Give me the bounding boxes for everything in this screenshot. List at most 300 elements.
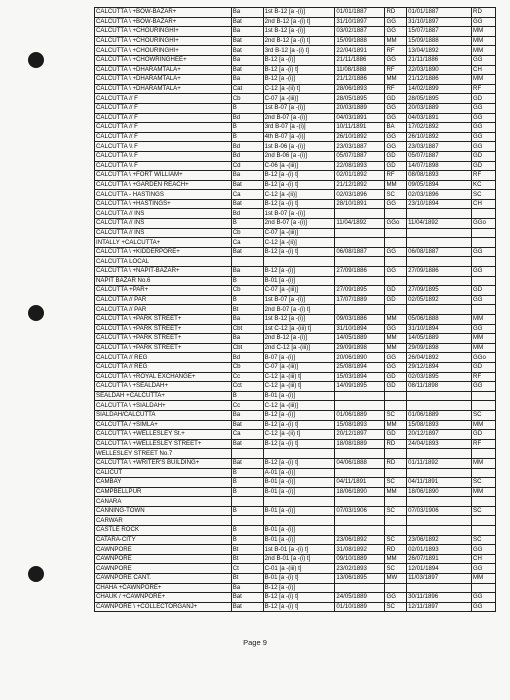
earliest-date-cell bbox=[335, 276, 385, 286]
type-cell: Bd bbox=[231, 113, 263, 123]
table-row bbox=[95, 113, 496, 123]
latest-date-cell: 27/09/1895 bbox=[407, 286, 472, 296]
latest-date-cell bbox=[407, 516, 472, 526]
earliest-source-cell bbox=[385, 209, 407, 219]
latest-source-cell bbox=[472, 257, 496, 267]
earliest-source-cell: MM bbox=[385, 343, 407, 353]
earliest-source-cell: RD bbox=[385, 545, 407, 555]
type-cell: Ct bbox=[231, 564, 263, 574]
earliest-source-cell: MM bbox=[385, 315, 407, 325]
latest-date-cell: 02/01/1893 bbox=[407, 545, 472, 555]
cancel-type-cell: C-07 [a -(iii)] bbox=[263, 228, 335, 238]
earliest-date-cell: 06/08/1887 bbox=[335, 247, 385, 257]
type-cell: Cc bbox=[231, 372, 263, 382]
latest-source-cell: GD bbox=[472, 151, 496, 161]
earliest-source-cell: SC bbox=[385, 564, 407, 574]
earliest-date-cell: 04/11/1891 bbox=[335, 478, 385, 488]
table-row bbox=[95, 151, 496, 161]
earliest-source-cell: RF bbox=[385, 46, 407, 56]
type-cell: B bbox=[231, 468, 263, 478]
latest-source-cell bbox=[472, 209, 496, 219]
latest-date-cell: 30/11/1896 bbox=[407, 593, 472, 603]
latest-source-cell: MM bbox=[472, 458, 496, 468]
earliest-date-cell bbox=[335, 526, 385, 536]
earliest-date-cell: 05/07/1887 bbox=[335, 151, 385, 161]
place-cell: CALCUTTA \ +DHARAMTALA+ bbox=[95, 84, 232, 94]
cancel-type-cell bbox=[263, 257, 335, 267]
earliest-source-cell: SC bbox=[385, 190, 407, 200]
earliest-date-cell: 20/03/1889 bbox=[335, 103, 385, 113]
place-cell: CANNING-TOWN bbox=[95, 506, 232, 516]
latest-source-cell: GD bbox=[472, 362, 496, 372]
place-cell: CALCUTTA \ +SEALDAH+ bbox=[95, 382, 232, 392]
place-cell: CALCUTTA - HASTINGS bbox=[95, 190, 232, 200]
earliest-date-cell: 20/06/1890 bbox=[335, 353, 385, 363]
latest-date-cell: 31/10/1897 bbox=[407, 17, 472, 27]
earliest-date-cell: 04/03/1891 bbox=[335, 113, 385, 123]
cancel-type-cell: B-12 [a -(i)] bbox=[263, 267, 335, 277]
earliest-source-cell: RD bbox=[385, 458, 407, 468]
table-row bbox=[95, 142, 496, 152]
type-cell: Bt bbox=[231, 554, 263, 564]
earliest-source-cell bbox=[385, 305, 407, 315]
table-row bbox=[95, 305, 496, 315]
table-row bbox=[95, 449, 496, 459]
earliest-source-cell: RD bbox=[385, 439, 407, 449]
earliest-source-cell: GD bbox=[385, 382, 407, 392]
earliest-source-cell bbox=[385, 391, 407, 401]
earliest-date-cell: 22/04/1891 bbox=[335, 46, 385, 56]
cancel-type-cell: C-07 [a -(iii)] bbox=[263, 362, 335, 372]
table-row bbox=[95, 55, 496, 65]
place-cell: CAWNPORE CANT. bbox=[95, 574, 232, 584]
latest-date-cell: 14/07/1898 bbox=[407, 161, 472, 171]
latest-date-cell: 11/03/1897 bbox=[407, 574, 472, 584]
earliest-source-cell: MW bbox=[385, 574, 407, 584]
latest-date-cell bbox=[407, 276, 472, 286]
place-cell: CAMPBELLPUR bbox=[95, 487, 232, 497]
table-row bbox=[95, 526, 496, 536]
earliest-source-cell: GD bbox=[385, 151, 407, 161]
earliest-source-cell: GG bbox=[385, 199, 407, 209]
earliest-source-cell: SC bbox=[385, 506, 407, 516]
table-row bbox=[95, 362, 496, 372]
earliest-source-cell: GD bbox=[385, 94, 407, 104]
cancel-type-cell bbox=[263, 497, 335, 507]
place-cell: CALCUTTA +PAR+ bbox=[95, 286, 232, 296]
latest-source-cell: MM bbox=[472, 343, 496, 353]
earliest-date-cell: 31/10/1894 bbox=[335, 324, 385, 334]
type-cell: Ca bbox=[231, 238, 263, 248]
place-cell: CALCUTTA \\ F bbox=[95, 161, 232, 171]
table-row bbox=[95, 132, 496, 142]
cancel-type-cell: B-12 [a -(i) t] bbox=[263, 439, 335, 449]
table-row bbox=[95, 478, 496, 488]
cancel-type-cell: B-12 [a -(i)] bbox=[263, 55, 335, 65]
earliest-source-cell: GG bbox=[385, 247, 407, 257]
latest-date-cell: 09/05/1894 bbox=[407, 180, 472, 190]
place-cell: CALCUTTA // F bbox=[95, 123, 232, 133]
table-row bbox=[95, 324, 496, 334]
place-cell: CAMBAY bbox=[95, 478, 232, 488]
table-row bbox=[95, 65, 496, 75]
table-row bbox=[95, 8, 496, 18]
cancel-type-cell: 3rd B-12 [a -(i) t] bbox=[263, 46, 335, 56]
latest-date-cell: 04/11/1891 bbox=[407, 478, 472, 488]
cancel-type-cell: B-01 [a -(i)] bbox=[263, 526, 335, 536]
type-cell: Ba bbox=[231, 171, 263, 181]
earliest-date-cell bbox=[335, 228, 385, 238]
earliest-source-cell: GG bbox=[385, 17, 407, 27]
earliest-source-cell bbox=[385, 468, 407, 478]
cancel-type-cell: 1st B-06 [a -(i)] bbox=[263, 142, 335, 152]
type-cell: Bat bbox=[231, 602, 263, 612]
table-row bbox=[95, 257, 496, 267]
cancel-type-cell: C-07 [a -(iii)] bbox=[263, 286, 335, 296]
type-cell: Ca bbox=[231, 190, 263, 200]
cancel-type-cell: B-01 [a -(i)] bbox=[263, 391, 335, 401]
earliest-source-cell: GD bbox=[385, 295, 407, 305]
table-row bbox=[95, 353, 496, 363]
earliest-date-cell: 01/01/1887 bbox=[335, 8, 385, 18]
type-cell: B bbox=[231, 526, 263, 536]
latest-source-cell bbox=[472, 516, 496, 526]
type-cell: Cb bbox=[231, 362, 263, 372]
type-cell: Bt bbox=[231, 305, 263, 315]
earliest-source-cell: MM bbox=[385, 36, 407, 46]
type-cell: Bat bbox=[231, 180, 263, 190]
earliest-date-cell: 17/07/1889 bbox=[335, 295, 385, 305]
place-cell: CAWNPORE \ +COLLECTORGANJ+ bbox=[95, 602, 232, 612]
cancel-type-cell: C-06 [a -(iii)] bbox=[263, 161, 335, 171]
latest-source-cell: MM bbox=[472, 315, 496, 325]
place-cell: CALCUTTA \ +PARK STREET+ bbox=[95, 324, 232, 334]
earliest-date-cell: 21/12/1886 bbox=[335, 75, 385, 85]
cancel-type-cell: 4th B-07 [a -(i)] bbox=[263, 132, 335, 142]
latest-source-cell: GG bbox=[472, 103, 496, 113]
place-cell: CALCUTTA \ +WELLESLEY St.+ bbox=[95, 430, 232, 440]
cancel-type-cell: B-12 [a -(i)] bbox=[263, 583, 335, 593]
table-row bbox=[95, 286, 496, 296]
latest-source-cell bbox=[472, 449, 496, 459]
latest-date-cell: 17/02/1892 bbox=[407, 123, 472, 133]
table-row bbox=[95, 458, 496, 468]
cancel-type-cell: B-12 [a -(i)] bbox=[263, 75, 335, 85]
type-cell: Ba bbox=[231, 315, 263, 325]
place-cell: CALCUTTA // F bbox=[95, 113, 232, 123]
table-row bbox=[95, 430, 496, 440]
cancel-type-cell: B-01 [a -(i) t] bbox=[263, 574, 335, 584]
latest-date-cell: 01/11/1892 bbox=[407, 458, 472, 468]
latest-date-cell: 15/07/1887 bbox=[407, 27, 472, 37]
cancel-type-cell: 3rd B-07 [a -(i)] bbox=[263, 123, 335, 133]
latest-source-cell: MM bbox=[472, 420, 496, 430]
earliest-source-cell: MM bbox=[385, 334, 407, 344]
place-cell: NAPIT BAZAR No.6 bbox=[95, 276, 232, 286]
cancel-type-cell: 2nd B-01 [a -(i) t] bbox=[263, 554, 335, 564]
latest-date-cell: 13/04/1892 bbox=[407, 46, 472, 56]
earliest-source-cell: GG bbox=[385, 103, 407, 113]
type-cell: Cb bbox=[231, 286, 263, 296]
earliest-date-cell: 23/03/1887 bbox=[335, 142, 385, 152]
latest-source-cell: MM bbox=[472, 36, 496, 46]
latest-source-cell: GD bbox=[472, 161, 496, 171]
latest-source-cell: GG bbox=[472, 295, 496, 305]
latest-date-cell: 02/03/1896 bbox=[407, 190, 472, 200]
place-cell: SEALDAH +CALCUTTA+ bbox=[95, 391, 232, 401]
place-cell: CALCUTTA \ +ROYAL EXCHANGE+ bbox=[95, 372, 232, 382]
earliest-source-cell: GG bbox=[385, 113, 407, 123]
type-cell: Bat bbox=[231, 17, 263, 27]
earliest-date-cell: 28/06/1893 bbox=[335, 84, 385, 94]
earliest-date-cell bbox=[335, 449, 385, 459]
latest-source-cell: RF bbox=[472, 439, 496, 449]
latest-source-cell: GG bbox=[472, 132, 496, 142]
cancel-type-cell: C-12 [a -(ii) t] bbox=[263, 430, 335, 440]
earliest-date-cell bbox=[335, 516, 385, 526]
cancel-type-cell: 2nd B-07 [a -(i) t] bbox=[263, 305, 335, 315]
earliest-date-cell bbox=[335, 257, 385, 267]
earliest-source-cell: MM bbox=[385, 487, 407, 497]
table-row bbox=[95, 180, 496, 190]
place-cell: CALCUTTA // F bbox=[95, 103, 232, 113]
place-cell: CALCUTTA \ +BOW-BAZAR+ bbox=[95, 17, 232, 27]
latest-source-cell: GG bbox=[472, 17, 496, 27]
earliest-date-cell bbox=[335, 391, 385, 401]
earliest-source-cell: RF bbox=[385, 65, 407, 75]
place-cell: CANARA bbox=[95, 497, 232, 507]
earliest-source-cell: BA bbox=[385, 123, 407, 133]
latest-date-cell bbox=[407, 228, 472, 238]
type-cell bbox=[231, 449, 263, 459]
latest-source-cell: GG bbox=[472, 247, 496, 257]
type-cell: B bbox=[231, 478, 263, 488]
earliest-date-cell: 03/02/1887 bbox=[335, 27, 385, 37]
table-row bbox=[95, 247, 496, 257]
table-row bbox=[95, 574, 496, 584]
place-cell: CALCUTTA \ +CHOURINGHI+ bbox=[95, 27, 232, 37]
latest-source-cell: GG bbox=[472, 267, 496, 277]
type-cell: Bat bbox=[231, 420, 263, 430]
table-row bbox=[95, 161, 496, 171]
latest-source-cell: MM bbox=[472, 75, 496, 85]
cancel-type-cell: B-12 [a -(i) t] bbox=[263, 199, 335, 209]
latest-source-cell: GD bbox=[472, 94, 496, 104]
place-cell: CALCUTTA // PAR bbox=[95, 295, 232, 305]
table-row bbox=[95, 27, 496, 37]
place-cell: CALCUTTA // INS bbox=[95, 209, 232, 219]
type-cell bbox=[231, 516, 263, 526]
latest-date-cell: 29/12/1894 bbox=[407, 362, 472, 372]
latest-source-cell bbox=[472, 497, 496, 507]
cancel-type-cell bbox=[263, 449, 335, 459]
place-cell: CALCUTTA \\ F bbox=[95, 151, 232, 161]
earliest-source-cell: RD bbox=[385, 8, 407, 18]
latest-source-cell: GD bbox=[472, 286, 496, 296]
place-cell: CALICUT bbox=[95, 468, 232, 478]
table-row bbox=[95, 535, 496, 545]
cancel-type-cell: B-12 [a -(i) t] bbox=[263, 65, 335, 75]
table-row bbox=[95, 228, 496, 238]
place-cell: CALCUTTA \ +PARK STREET+ bbox=[95, 343, 232, 353]
table-row bbox=[95, 209, 496, 219]
place-cell: CALCUTTA \ +HASTINGS+ bbox=[95, 199, 232, 209]
type-cell: Cd bbox=[231, 161, 263, 171]
latest-date-cell: 12/01/1894 bbox=[407, 564, 472, 574]
latest-source-cell: KC bbox=[472, 180, 496, 190]
earliest-date-cell bbox=[335, 305, 385, 315]
latest-source-cell: MM bbox=[472, 334, 496, 344]
table-row bbox=[95, 199, 496, 209]
cancel-type-cell: 2nd B-06 [a -(i)] bbox=[263, 151, 335, 161]
type-cell: B bbox=[231, 276, 263, 286]
table-row bbox=[95, 420, 496, 430]
place-cell: INTALLY +CALCUTTA+ bbox=[95, 238, 232, 248]
cancel-type-cell: B-12 [a -(i) t] bbox=[263, 602, 335, 612]
table-row bbox=[95, 219, 496, 229]
place-cell: CALCUTTA \ +KIDDERPORE+ bbox=[95, 247, 232, 257]
earliest-source-cell: GG bbox=[385, 362, 407, 372]
place-cell: CALCUTTA \ +BOW-BAZAR+ bbox=[95, 8, 232, 18]
latest-date-cell bbox=[407, 401, 472, 411]
type-cell: Cbt bbox=[231, 324, 263, 334]
latest-date-cell: 06/08/1887 bbox=[407, 247, 472, 257]
cancel-type-cell: B-01 [a -(i)] bbox=[263, 506, 335, 516]
table-row bbox=[95, 487, 496, 497]
latest-date-cell: 27/09/1886 bbox=[407, 267, 472, 277]
earliest-source-cell: RF bbox=[385, 84, 407, 94]
latest-source-cell bbox=[472, 401, 496, 411]
place-cell: CALCUTTA \ +CHOWRINGHEE+ bbox=[95, 55, 232, 65]
cancel-type-cell: A-01 [a -(i)] bbox=[263, 468, 335, 478]
earliest-source-cell: GD bbox=[385, 161, 407, 171]
earliest-date-cell: 18/08/1889 bbox=[335, 439, 385, 449]
earliest-date-cell: 11/04/1892 bbox=[335, 219, 385, 229]
place-cell: CALCUTTA \ +DHARAMTALA+ bbox=[95, 75, 232, 85]
earliest-source-cell bbox=[385, 449, 407, 459]
type-cell: B bbox=[231, 132, 263, 142]
place-cell: CALCUTTA \ +CHOURINGHI+ bbox=[95, 46, 232, 56]
earliest-source-cell: GG bbox=[385, 142, 407, 152]
latest-date-cell bbox=[407, 449, 472, 459]
latest-date-cell bbox=[407, 209, 472, 219]
type-cell: Ba bbox=[231, 55, 263, 65]
latest-source-cell: SC bbox=[472, 478, 496, 488]
place-cell: CALCUTTA \ +CHOURINGHI+ bbox=[95, 36, 232, 46]
earliest-date-cell: 11/08/1888 bbox=[335, 65, 385, 75]
place-cell: CAWNPORE bbox=[95, 554, 232, 564]
type-cell: Cat bbox=[231, 84, 263, 94]
table-row bbox=[95, 506, 496, 516]
place-cell: CARWAR bbox=[95, 516, 232, 526]
cancel-type-cell: 1st B-12 [a -(i)] bbox=[263, 315, 335, 325]
type-cell: Ba bbox=[231, 267, 263, 277]
latest-date-cell: 22/03/1890 bbox=[407, 65, 472, 75]
type-cell: Ba bbox=[231, 334, 263, 344]
place-cell: CALCUTTA \ +PARK STREET+ bbox=[95, 315, 232, 325]
latest-date-cell: 23/10/1894 bbox=[407, 199, 472, 209]
earliest-source-cell: GD bbox=[385, 286, 407, 296]
cancel-type-cell: 2nd B-12 [a -(i)] bbox=[263, 334, 335, 344]
cancel-type-cell: B-12 [a -(i)] bbox=[263, 410, 335, 420]
latest-date-cell: 15/09/1888 bbox=[407, 36, 472, 46]
latest-date-cell bbox=[407, 526, 472, 536]
latest-source-cell: SC bbox=[472, 410, 496, 420]
punch-hole bbox=[28, 305, 44, 321]
cancel-type-cell: 2nd C-12 [a -(iii)] bbox=[263, 343, 335, 353]
latest-date-cell: 31/10/1894 bbox=[407, 324, 472, 334]
earliest-source-cell: MM bbox=[385, 554, 407, 564]
latest-date-cell: 08/08/1893 bbox=[407, 171, 472, 181]
place-cell: CALCUTTA \\ F bbox=[95, 142, 232, 152]
cancel-type-cell bbox=[263, 516, 335, 526]
earliest-date-cell: 23/06/1892 bbox=[335, 535, 385, 545]
table-row bbox=[95, 593, 496, 603]
place-cell: CALCUTTA // INS bbox=[95, 228, 232, 238]
earliest-source-cell bbox=[385, 497, 407, 507]
latest-source-cell: MM bbox=[472, 574, 496, 584]
earliest-date-cell: 27/09/1895 bbox=[335, 286, 385, 296]
cancel-type-cell: 1st B-07 [a -(i)] bbox=[263, 103, 335, 113]
table-row bbox=[95, 94, 496, 104]
type-cell: Ba bbox=[231, 75, 263, 85]
earliest-date-cell: 15/08/1893 bbox=[335, 420, 385, 430]
earliest-source-cell: GG bbox=[385, 593, 407, 603]
latest-date-cell bbox=[407, 468, 472, 478]
latest-source-cell: MM bbox=[472, 487, 496, 497]
cancel-type-cell: 1st B-07 [a -(i)] bbox=[263, 209, 335, 219]
earliest-date-cell: 09/03/1886 bbox=[335, 315, 385, 325]
earliest-date-cell: 31/10/1897 bbox=[335, 17, 385, 27]
earliest-source-cell: GG bbox=[385, 324, 407, 334]
cancel-type-cell: B-12 [a -(i) t] bbox=[263, 171, 335, 181]
latest-source-cell: SC bbox=[472, 506, 496, 516]
earliest-date-cell: 14/09/1895 bbox=[335, 382, 385, 392]
cancel-type-cell: 1st B-12 [a -(i)] bbox=[263, 27, 335, 37]
table-row bbox=[95, 439, 496, 449]
type-cell: Bat bbox=[231, 593, 263, 603]
table-row bbox=[95, 564, 496, 574]
type-cell: Cbt bbox=[231, 343, 263, 353]
place-cell: CALCUTTA // REG bbox=[95, 362, 232, 372]
latest-source-cell bbox=[472, 526, 496, 536]
latest-date-cell: 14/05/1889 bbox=[407, 334, 472, 344]
place-cell: CALCUTTA // PAR bbox=[95, 305, 232, 315]
page-number: Page 9 bbox=[243, 638, 267, 647]
type-cell: Ca bbox=[231, 430, 263, 440]
latest-source-cell: GG bbox=[472, 593, 496, 603]
latest-source-cell: GD bbox=[472, 430, 496, 440]
latest-source-cell: CH bbox=[472, 65, 496, 75]
cancel-type-cell: B-01 [a -(i)] bbox=[263, 487, 335, 497]
type-cell: B bbox=[231, 103, 263, 113]
latest-source-cell: GG bbox=[472, 55, 496, 65]
table-row bbox=[95, 554, 496, 564]
table-row bbox=[95, 602, 496, 612]
earliest-date-cell: 07/03/1906 bbox=[335, 506, 385, 516]
latest-date-cell bbox=[407, 238, 472, 248]
type-cell: B bbox=[231, 487, 263, 497]
earliest-date-cell bbox=[335, 401, 385, 411]
place-cell: CALCUTTA \ +PARK STREET+ bbox=[95, 334, 232, 344]
cancel-type-cell: 2nd B-12 [a -(i) t] bbox=[263, 36, 335, 46]
cancel-type-cell: B-07 [a -(i)] bbox=[263, 353, 335, 363]
latest-date-cell: 01/06/1889 bbox=[407, 410, 472, 420]
table-row bbox=[95, 171, 496, 181]
place-cell: CALCUTTA // INS bbox=[95, 219, 232, 229]
earliest-date-cell bbox=[335, 468, 385, 478]
cancel-type-cell: B-12 [a -(i) t] bbox=[263, 420, 335, 430]
